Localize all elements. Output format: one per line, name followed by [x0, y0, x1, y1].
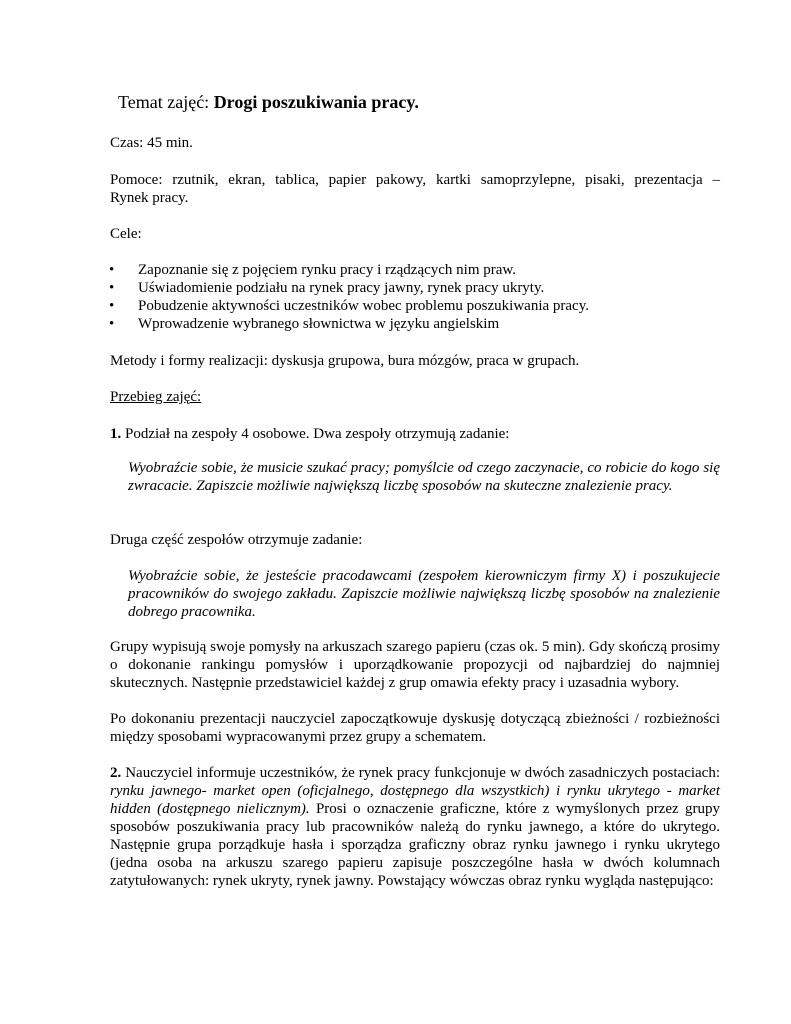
methods: Metody i formy realizacji: dyskusja grupowa, bura mózgów, praca w grupach. — [110, 353, 580, 369]
bullet-icon: • — [109, 262, 115, 278]
title-prefix: Temat zajęć: — [118, 92, 210, 112]
step-1-paragraph-1: Grupy wypisują swoje pomysły na arkuszach szarego papieru (czas ok. 5 min). Gdy skończą prosimy o dokonanie rankingu pomysłów i uporządkowanie propozycji od najbardziej do najmniej skutecznych. Następnie przedstawiciel każdej z grup omawia efekty pracy i uzasadnia wybory. — [110, 639, 720, 691]
duration: Czas: 45 min. — [110, 135, 193, 151]
goal-text: Wprowadzenie wybranego słownictwa w języku angielskim — [138, 316, 500, 332]
bullet-icon: • — [109, 280, 115, 296]
goals-list-wrap — [109, 261, 719, 333]
aids-line-2: Rynek pracy. — [110, 190, 189, 206]
step-1-text: Podział na zespoły 4 osobowe. Dwa zespoły otrzymują zadanie: — [121, 426, 510, 442]
list-item — [109, 315, 719, 333]
aids-line-1: Pomoce: rzutnik, ekran, tablica, papier pakowy, kartki samoprzylepne, pisaki, prezentacja – — [110, 172, 720, 188]
step-1-number: 1. — [110, 426, 122, 442]
list-item — [109, 261, 719, 279]
step-1-heading — [110, 425, 720, 443]
goals-label: Cele: — [110, 226, 142, 242]
step-2-text-italic: rynku jawnego- market open (oficjalnego, dostępnego dla wszystkich) i rynku ukrytego - market hidden (dostępnego nielicznym). — [110, 783, 720, 817]
bullet-icon: • — [109, 316, 115, 332]
title-main: Drogi poszukiwania pracy. — [213, 92, 419, 112]
task-a: Wyobraźcie sobie, że musicie szukać pracy; pomyślcie od czego zaczynacie, co robicie do kogo się zwracacie. Zapiszcie możliwie największą liczbę sposobów na skuteczne znalezienie pracy. — [128, 460, 720, 494]
goal-text: Pobudzenie aktywności uczestników wobec problemu poszukiwania pracy. — [138, 298, 589, 314]
step-1-paragraph-2: Po dokonaniu prezentacji nauczyciel zapoczątkowuje dyskusję dotyczącą zbieżności / rozbieżności między sposobami wypracowanymi przez grupy a schematem. — [110, 711, 720, 745]
course-label-text: Przebieg zajęć: — [110, 389, 202, 405]
aids-paragraph — [110, 171, 720, 207]
step-2-number: 2. — [110, 765, 122, 781]
step-2-paragraph — [110, 764, 720, 890]
bullet-icon: • — [109, 298, 115, 314]
list-item — [109, 279, 719, 297]
course-label — [110, 388, 720, 406]
page-title — [118, 91, 419, 113]
step-2-text-b: Prosi o oznaczenie graficzne, które z wymyślonych przez grupy sposobów poszukiwania pracy lub pracowników należą do rynku jawnego, a które do ukrytego. Następnie grupa porządkuje hasła i sporządza graficzny obraz rynku jawnego i rynku ukrytego (jedna osoba na arkuszu szarego papieru zapisuje poszczególne hasła w dwóch kolumnach zatytułowanych: rynek ukryty, rynek jawny. Powstający wówczas obraz rynku wygląda następująco: — [110, 801, 721, 889]
step-2-text-a: Nauczyciel informuje uczestników, że rynek pracy funkcjonuje w dwóch zasadniczych postaciach: — [121, 765, 720, 781]
second-part-text: Druga część zespołów otrzymuje zadanie: — [110, 532, 363, 548]
goals-list — [109, 261, 719, 333]
goal-text: Zapoznanie się z pojęciem rynku pracy i rządzących nim praw. — [138, 262, 517, 278]
list-item — [109, 297, 719, 315]
task-b: Wyobraźcie sobie, że jesteście pracodawcami (zespołem kierowniczym firmy X) i poszukujecie pracowników do swojego zakładu. Zapiszcie możliwie największą liczbę sposobów na znalezienie dobrego pracownika. — [128, 568, 720, 620]
goal-text: Uświadomienie podziału na rynek pracy jawny, rynek pracy ukryty. — [138, 280, 545, 296]
